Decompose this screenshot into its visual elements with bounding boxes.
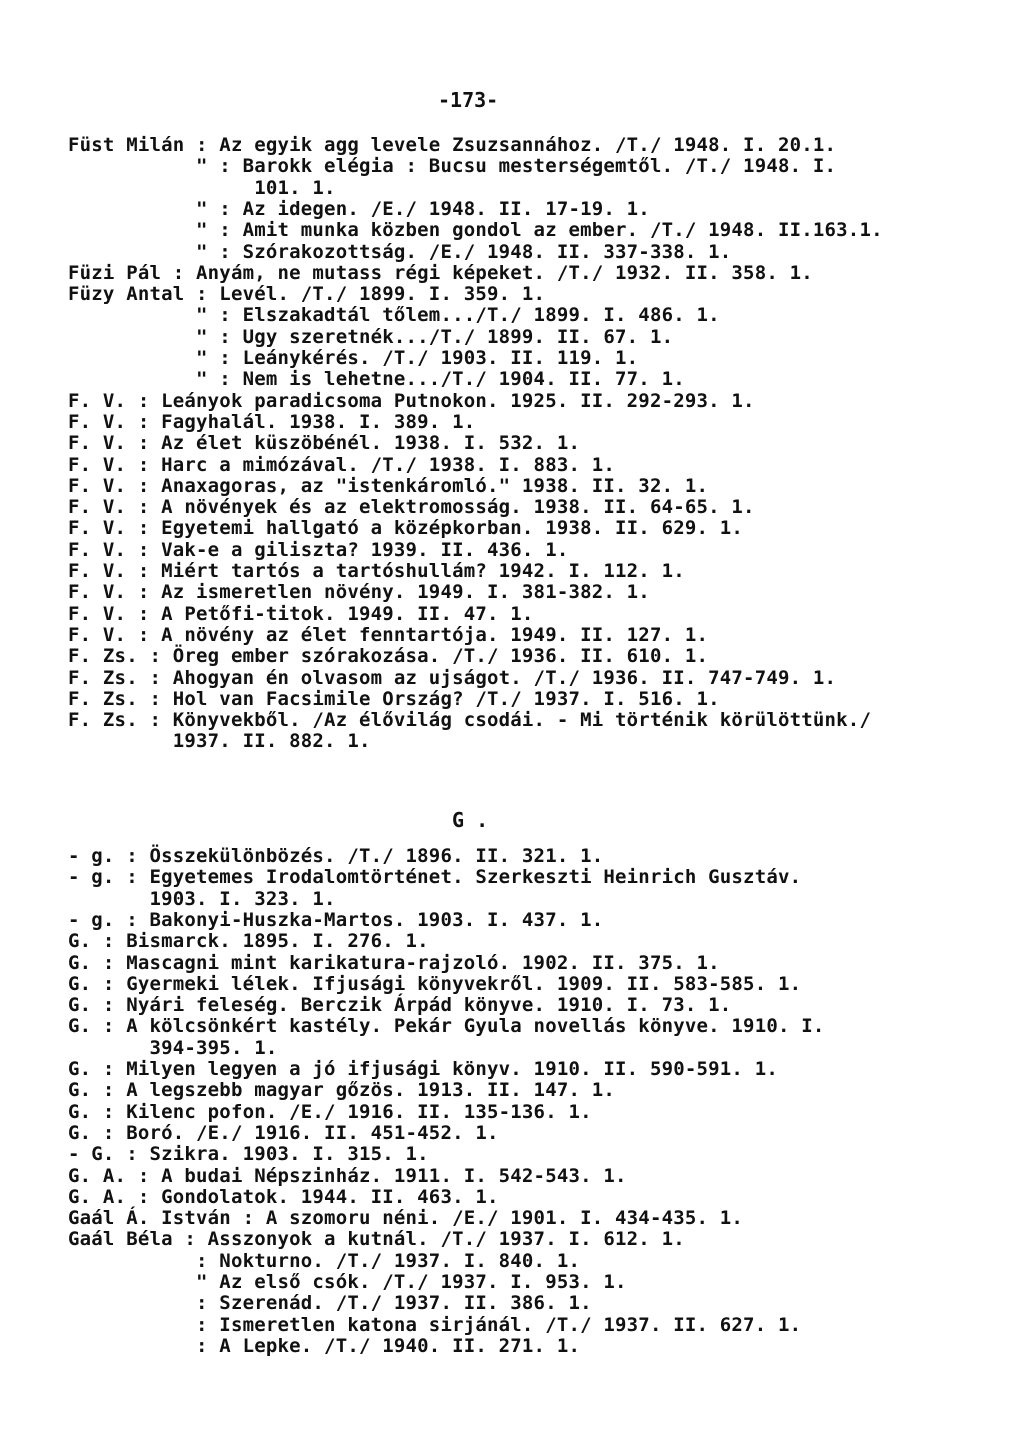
entry-line: Gaál Béla : Asszonyok a kutnál. /T./ 1937. I. 612. 1. xyxy=(68,1228,685,1251)
entry-line: F. Zs. : Öreg ember szórakozása. /T./ 1936. II. 610. 1. xyxy=(68,645,709,668)
entry-line: Füzy Antal : Levél. /T./ 1899. I. 359. 1. xyxy=(68,283,546,306)
entry-line: 1903. I. 323. 1. xyxy=(68,887,336,910)
entry-line: " : Amit munka közben gondol az ember. /T./ 1948. II.163.1. xyxy=(68,219,883,242)
entry-line: G. A. : Gondolatok. 1944. II. 463. 1. xyxy=(68,1185,499,1208)
entry-line: : Ismeretlen katona sirjánál. /T./ 1937. II. 627. 1. xyxy=(68,1313,802,1336)
entry-line: - g. : Bakonyi-Huszka-Martos. 1903. I. 437. 1. xyxy=(68,908,604,931)
entry-line: " Az első csók. /T./ 1937. I. 953. 1. xyxy=(68,1271,627,1293)
entry-line: Füst Milán : Az egyik agg levele Zsuzsannához. /T./ 1948. I. 20.1. xyxy=(68,134,837,156)
entry-line: - g. : Összekülönbözés. /T./ 1896. II. 321. 1. xyxy=(68,845,604,867)
entry-line: : Nokturno. /T./ 1937. I. 840. 1. xyxy=(68,1249,581,1272)
entry-line: G. : Gyermeki lélek. Ifjusági könyvekről. 1909. II. 583-585. 1. xyxy=(68,972,802,995)
entry-line: 1937. II. 882. 1. xyxy=(68,730,371,753)
entry-line: F. Zs. : Hol van Facsimile Ország? /T./ 1937. I. 516. 1. xyxy=(68,687,720,710)
entry-line: " : Leánykérés. /T./ 1903. II. 119. 1. xyxy=(68,347,639,369)
entry-line: F. V. : Harc a mimózával. /T./ 1938. I. 883. 1. xyxy=(68,453,616,476)
entry-line: Füzi Pál : Anyám, ne mutass régi képeket. /T./ 1932. II. 358. 1. xyxy=(68,261,813,284)
entry-line: F. V. : Fagyhalál. 1938. I. 389. 1. xyxy=(68,410,476,433)
entry-line: F. V. : Az ismeretlen növény. 1949. I. 381-382. 1. xyxy=(68,581,650,604)
entry-line: G. : A legszebb magyar gőzös. 1913. II. 147. 1. xyxy=(68,1079,616,1102)
entry-line: F. V. : Miért tartós a tartóshullám? 1942. I. 112. 1. xyxy=(68,560,685,582)
entry-line: F. V. : A Petőfi-titok. 1949. II. 47. 1. xyxy=(68,602,534,625)
entry-line: " : Az idegen. /E./ 1948. II. 17-19. 1. xyxy=(68,197,650,220)
entry-line: " : Barokk elégia : Bucsu mesterségemtől. /T./ 1948. I. xyxy=(68,155,837,178)
entry-line: : A Lepke. /T./ 1940. II. 271. 1. xyxy=(68,1334,581,1357)
entry-line: - g. : Egyetemes Irodalomtörténet. Szerkeszti Heinrich Gusztáv. xyxy=(68,866,802,889)
entry-line: F. Zs. : Ahogyan én olvasom az ujságot. /T./ 1936. II. 747-749. 1. xyxy=(68,666,837,689)
entry-line: G. : Boró. /E./ 1916. II. 451-452. 1. xyxy=(68,1121,499,1144)
entry-line: : Szerenád. /T./ 1937. II. 386. 1. xyxy=(68,1292,592,1315)
entry-line: G. A. : A budai Népszinház. 1911. I. 542-543. 1. xyxy=(68,1164,627,1187)
entry-line: " : Szórakozottság. /E./ 1948. II. 337-338. 1. xyxy=(68,240,732,263)
entry-line: G. : Kilenc pofon. /E./ 1916. II. 135-136. 1. xyxy=(68,1100,592,1123)
page-number: -173- xyxy=(438,88,499,112)
entry-line: Gaál Á. István : A szomoru néni. /E./ 1901. I. 434-435. 1. xyxy=(68,1207,744,1230)
entry-line: " : Elszakadtál tőlem.../T./ 1899. I. 486. 1. xyxy=(68,304,720,327)
entry-line: F. V. : Anaxagoras, az "istenkáromló." 1938. II. 32. 1. xyxy=(68,474,709,497)
section-letter: G . xyxy=(452,808,489,832)
entry-line: F. Zs. : Könyvekből. /Az élővilág csodái. - Mi történik körülöttünk./ xyxy=(68,709,872,732)
entry-line: F. V. : Vak-e a giliszta? 1939. II. 436. 1. xyxy=(68,538,569,561)
entry-line: F. V. : Egyetemi hallgató a középkorban. 1938. II. 629. 1. xyxy=(68,517,744,540)
entry-line: G. : Bismarck. 1895. I. 276. 1. xyxy=(68,930,429,953)
entry-line: G. : A kölcsönkért kastély. Pekár Gyula novellás könyve. 1910. I. xyxy=(68,1015,825,1038)
entry-line: F. V. : A növény az élet fenntartója. 1949. II. 127. 1. xyxy=(68,623,709,646)
entry-line: G. : Nyári feleség. Berczik Árpád könyve. 1910. I. 73. 1. xyxy=(68,994,732,1017)
entry-line: " : Ugy szeretnék.../T./ 1899. II. 67. 1. xyxy=(68,325,674,348)
entry-line: 394-395. 1. xyxy=(68,1036,278,1059)
entry-line: F. V. : Az élet küszöbénél. 1938. I. 532. 1. xyxy=(68,432,581,455)
entry-line: 101. 1. xyxy=(68,176,336,199)
entry-line: G. : Milyen legyen a jó ifjusági könyv. 1910. II. 590-591. 1. xyxy=(68,1058,778,1080)
entry-line: F. V. : A növények és az elektromosság. 1938. II. 64-65. 1. xyxy=(68,496,755,519)
entry-line: " : Nem is lehetne.../T./ 1904. II. 77. 1. xyxy=(68,368,685,391)
entry-line: - G. : Szikra. 1903. I. 315. 1. xyxy=(68,1143,429,1166)
entry-line: F. V. : Leányok paradicsoma Putnokon. 1925. II. 292-293. 1. xyxy=(68,389,755,412)
entry-line: G. : Mascagni mint karikatura-rajzoló. 1902. II. 375. 1. xyxy=(68,951,720,974)
